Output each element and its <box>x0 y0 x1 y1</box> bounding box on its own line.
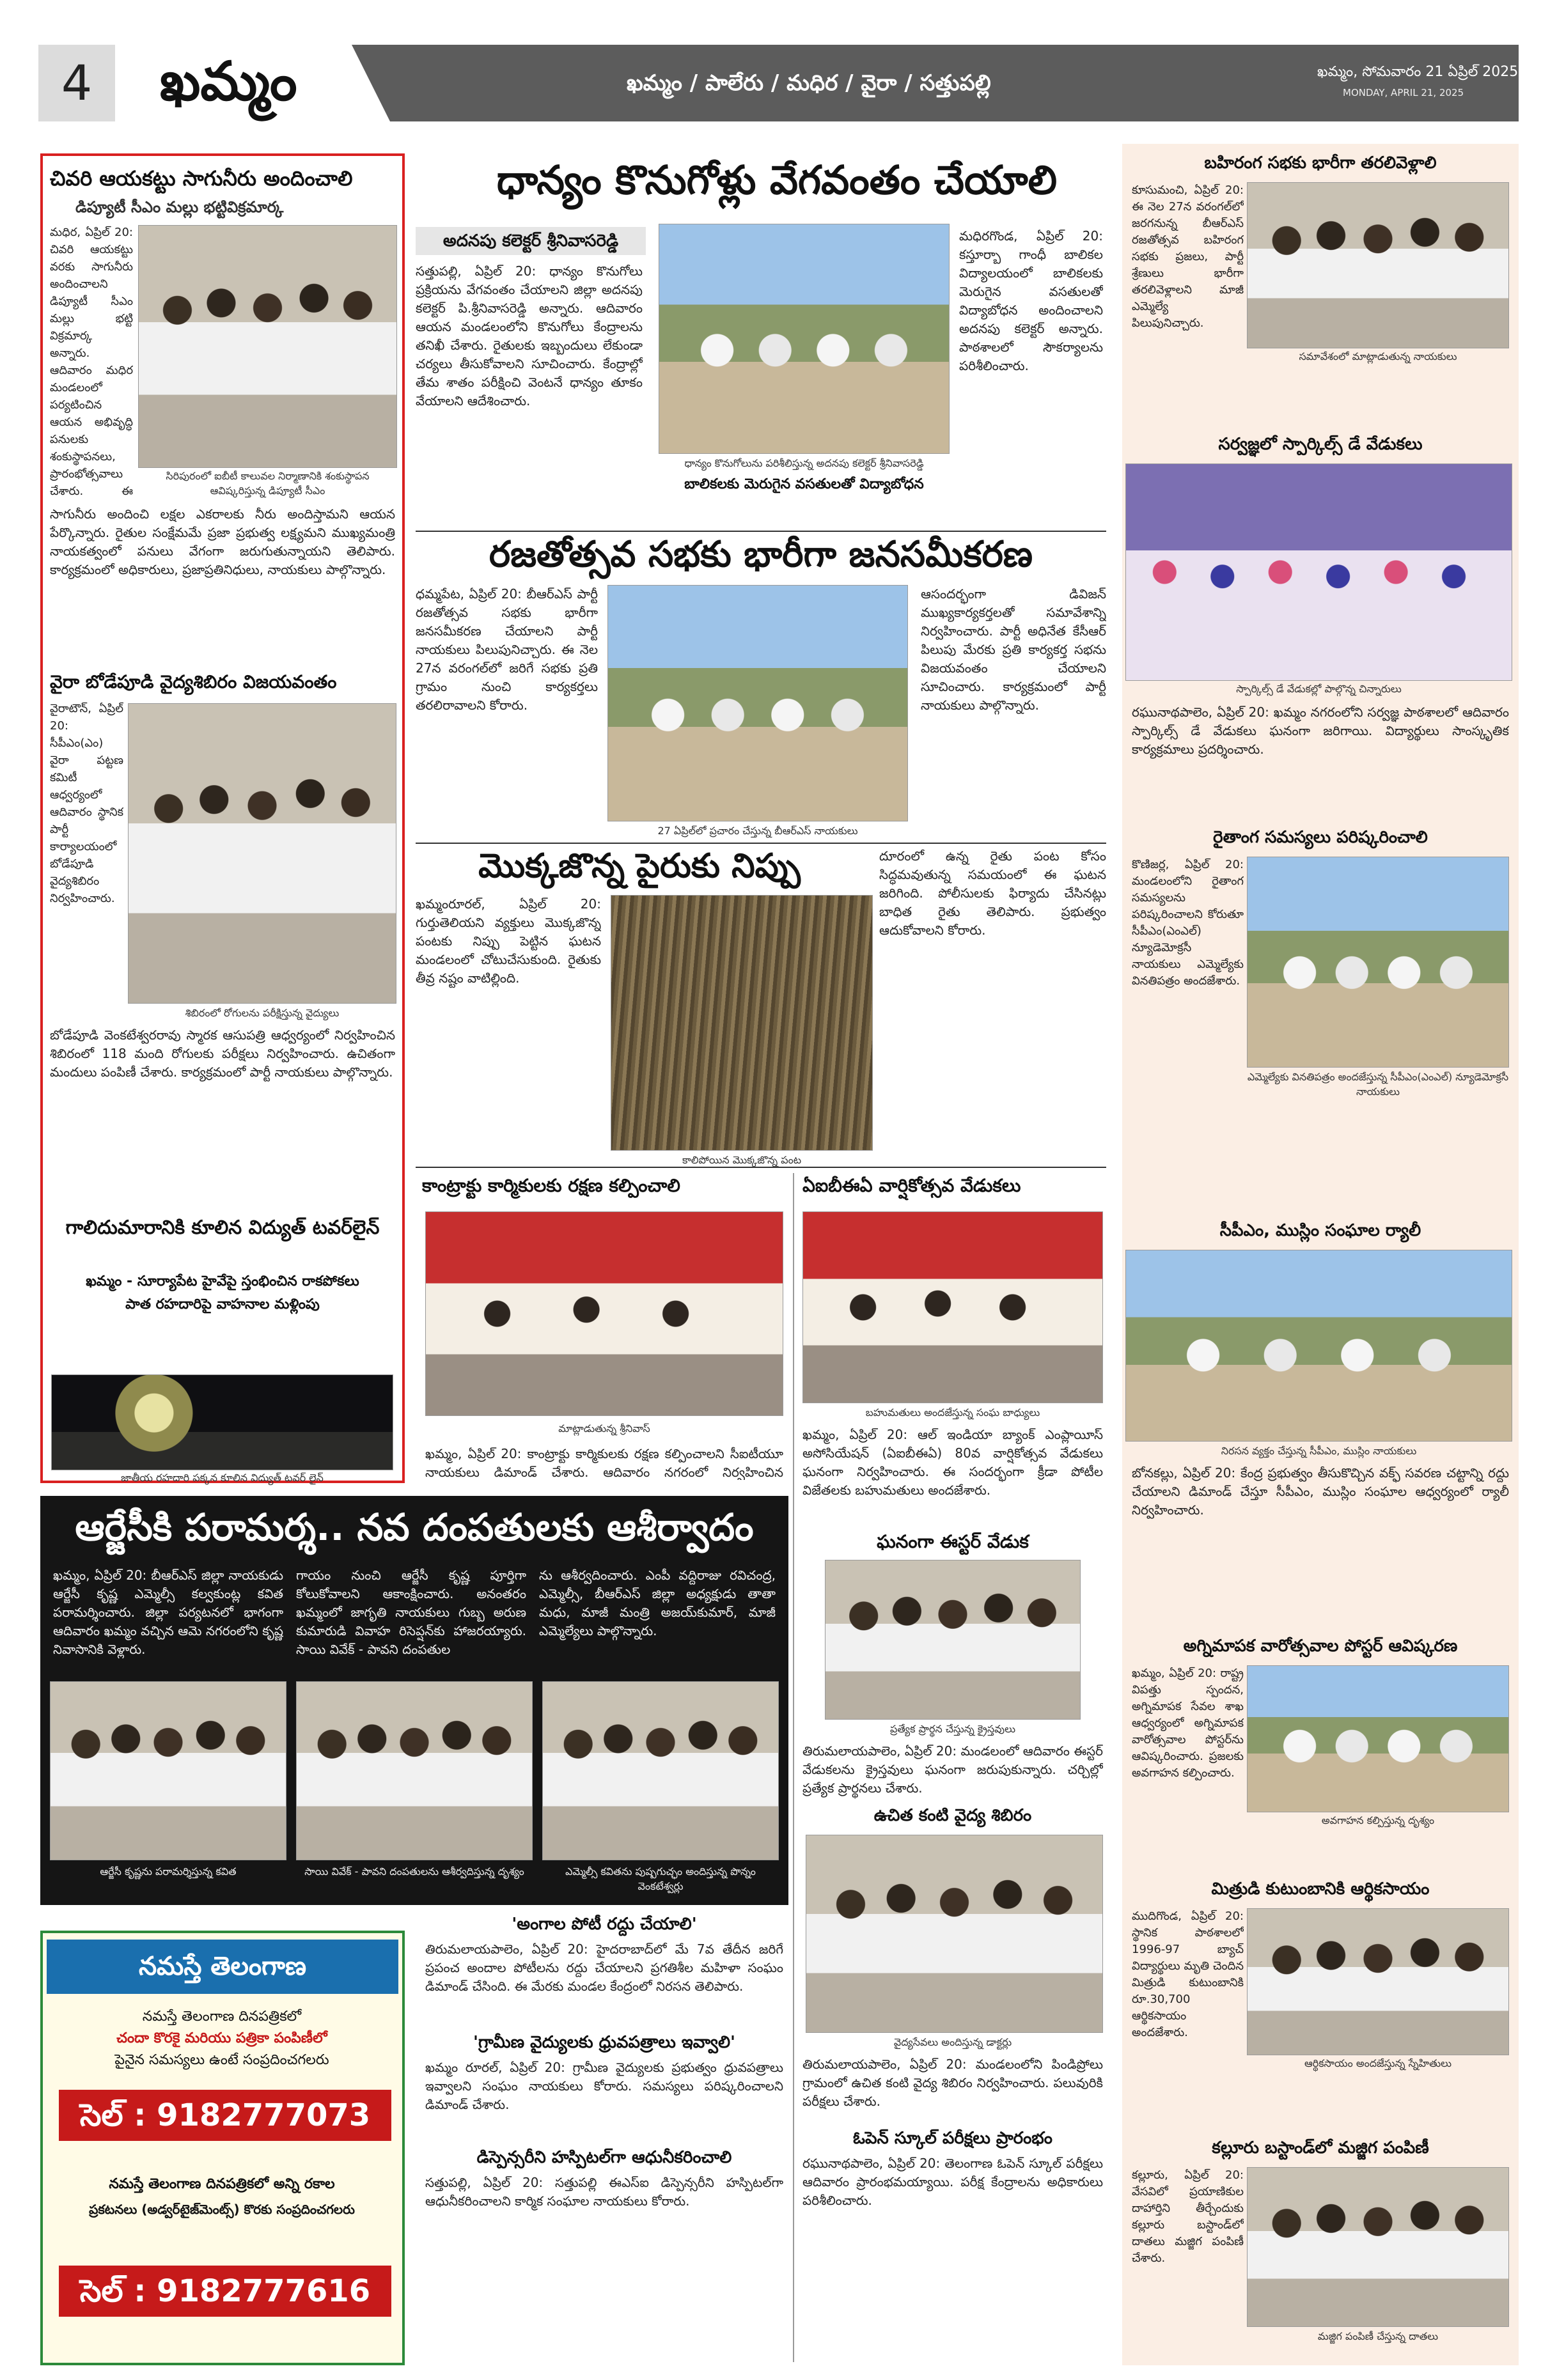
right-body-7: కల్లూరు, ఏప్రిల్ 20: వేసవిలో ప్రయాణికుల దాహార్తిని తీర్చేందుకు కల్లూరు బస్టాండ్‌లో దాతలు మజ్జిగ పంపిణీ చేశారు. <box>1132 2168 1244 2265</box>
left-photo-1-caption: సిరిపురంలో ఐబీటీ కాలువల నిర్మాణానికి శంకుస్థాపన ఆవిష్కరిస్తున్న డిప్యూటీ సీఎం <box>166 470 370 497</box>
masthead-date: ఖమ్మం, సోమవారం 21 ఏప్రిల్ 2025 <box>1317 64 1519 80</box>
divider <box>416 531 1106 532</box>
story3-photo <box>611 895 873 1151</box>
right-caption-7: మజ్జిగ పంపిణీ చేస్తున్న దాతలు <box>1317 2330 1439 2342</box>
ad-brand-logo: నమస్తే తెలంగాణ <box>47 1940 398 1994</box>
masthead-date-en: MONDAY, APRIL 21, 2025 <box>1343 87 1464 98</box>
story3-headline: మొక్కజొన్న పైరుకు నిప్పు <box>478 847 801 885</box>
right-caption-2: స్పార్కిల్స్ డే వేడుకల్లో పాల్గొన్న చిన్నారులు <box>1236 683 1402 695</box>
main-subhead: అదనపు కలెక్టర్ శ్రీనివాసరెడ్డి <box>416 227 646 255</box>
main-body: సత్తుపల్లి, ఏప్రిల్ 20: ధాన్యం కొనుగోలు ప్రక్రియను వేగవంతం చేయాలని జిల్లా అదనపు కలెక్టర్ పి.శ్రీనివాసరెడ్డి అన్నారు. ఆదివారం ఆయన మండలంలోని కొనుగోలు కేంద్రాలను తనిఖీ చేశారు. రైతులకు ఇబ్బందులు లేకుండా చర్యలు తీసుకోవాలని సూచించారు. కేంద్రాల్లో తేమ శాతం పరీక్షించి వెంటనే ధాన్యం తూకం వేయాలని ఆదేశించారు. <box>416 263 643 408</box>
bottom-body-4: రఘునాథపాలెం, ఏప్రిల్ 20: తెలంగాణ ఓపెన్ స్కూల్ పరీక్షలు ఆదివారం ప్రారంభమయ్యాయి. పరీక్ష కేంద్రాలను అధికారులు పరిశీలించారు. <box>802 2156 1103 2208</box>
story5-body: ఖమ్మం, ఏప్రిల్ 20: ఆల్ ఇండియా బ్యాంక్ ఎంప్లాయీస్ అసోసియేషన్ (ఏఐబీఈఏ) 80వ వార్షికోత్సవ వేడుకలు ఘనంగా నిర్వహించారు. ఈ సందర్భంగా క్రీడా పోటీల విజేతలకు బహుమతులు అందజేశారు. <box>802 1427 1103 1498</box>
right-photo-5 <box>1247 1665 1509 1812</box>
story6-photo <box>825 1560 1081 1720</box>
banner-photo-1 <box>50 1681 286 1860</box>
story4-body: ఖమ్మం, ఏప్రిల్ 20: కాంట్రాక్టు కార్మికులకు రక్షణ కల్పించాలని సీఐటీయూ నాయకులు డిమాండ్ చేశారు. ఆదివారం నగరంలో నిర్వహించిన <box>425 1446 783 1480</box>
subscription-ad <box>40 1931 405 2365</box>
story2-body-right: ఆసందర్భంగా డివిజన్ ముఖ్యకార్యకర్తలతో సమావేశాన్ని నిర్వహించారు. పార్టీ అధినేత కేసీఆర్ పిలుపు మేరకు ప్రతి కార్యకర్త సభను విజయవంతం చేయాలని సూచించారు. కార్యక్రమంలో పార్టీ నాయకులు పాల్గొన్నారు. <box>921 586 1106 713</box>
story5-headline: ఏఐబీఈఏ వార్షికోత్సవ వేడుకలు <box>802 1175 1021 1196</box>
page-number: 4 <box>38 45 115 121</box>
left-body-1: మధిర, ఏప్రిల్ 20: చివరి ఆయకట్టు వరకు సాగునీరు అందించాలని డిప్యూటీ సీఎం మల్లు భట్టి విక్రమార్క అన్నారు. ఆదివారం మధిర మండలంలో పర్యటించిన ఆయన అభివృద్ధి పనులకు శంకుస్థాపనలు, ప్రారంభోత్సవాలు చేశారు. ఈ <box>50 226 133 498</box>
banner-photo-2 <box>296 1681 533 1860</box>
bottom-body-1: తిరుమలాయపాలెం, ఏప్రిల్ 20: హైదరాబాద్‌లో మే 7వ తేదీన జరిగే ప్రపంచ అందాల పోటీలను రద్దు చేయాలని ప్రగతిశీల మహిళా సంఘం డిమాండ్ చేసింది. ఈ మేరకు మండల కేంద్రంలో నిరసన తెలిపారు. <box>425 1941 783 1994</box>
banner-col-3: ను ఆశీర్వదించారు. ఎంపీ వద్దిరాజు రవిచంద్ర, ఎమ్మెల్సీ, బీఆర్ఎస్ జిల్లా అధ్యక్షుడు తాతా మధు, మాజీ మంత్రి అజయ్‌కుమార్, మాజీ ఎమ్మెల్యేలు పాల్గొన్నారు. <box>539 1567 776 1638</box>
story7-photo-caption: వైద్యసేవలు అందిస్తున్న డాక్టర్లు <box>893 2036 1012 2048</box>
right-head-7: కల్లూరు బస్టాండ్‌లో మజ్జిగ పంపిణీ <box>1212 2138 1429 2158</box>
ad-phone-1[interactable]: సెల్ : 9182777073 <box>59 2090 391 2141</box>
right-caption-4: నిరసన వ్యక్తం చేస్తున్న సీపీఎం, ముస్లిం నాయకులు <box>1221 1445 1417 1457</box>
right-head-3: రైతాంగ సమస్యలు పరిష్కరించాలి <box>1213 828 1428 847</box>
story4-headline: కాంట్రాక్టు కార్మికులకు రక్షణ కల్పించాలి <box>422 1175 680 1196</box>
ad-line-3: పైనైన సమస్యలు ఉంటే సంప్రదించగలరు <box>114 2052 329 2068</box>
bottom-body-2: ఖమ్మం రూరల్, ఏప్రిల్ 20: గ్రామీణ వైద్యులకు ప్రభుత్వం ధ్రువపత్రాలు ఇవ్వాలని సంఘం నాయకులు కోరారు. సమస్యలు పరిష్కరించాలని డిమాండ్ చేశారు. <box>425 2060 783 2112</box>
banner-col-2: గాయం నుంచి ఆర్జేసీ కృష్ణ పూర్తిగా కోలుకోవాలని ఆకాంక్షించారు. అనంతరం ఖమ్మంలో జాగృతి నాయకులు గుబ్బ అరుణ కుమారుడి వివాహ రిసెప్షన్‌కు హాజరయ్యారు. సాయి వివేక్ - పావని దంపతుల <box>296 1567 526 1657</box>
banner-headline: ఆర్జేసీకి పరామర్శ.. నవ దంపతులకు ఆశీర్వాదం <box>75 1505 754 1549</box>
right-photo-3 <box>1247 857 1509 1068</box>
right-caption-1: సమావేశంలో మాట్లాడుతున్న నాయకులు <box>1299 350 1457 362</box>
left-photo-3-caption: జాతీయ రహదారి పక్కన కూలిన విద్యుత్ టవర్ లైన్ <box>121 1472 324 1484</box>
right-body-4: బోనకల్లు, ఏప్రిల్ 20: కేంద్ర ప్రభుత్వం తీసుకొచ్చిన వక్ఫ్ సవరణ చట్టాన్ని రద్దు చేయాలని డిమాండ్ చేస్తూ సీపీఎం, ముస్లిం సంఘాల ఆధ్వర్యంలో ర్యాలీ నిర్వహించారు. <box>1132 1465 1509 1518</box>
right-head-5: అగ్నిమాపక వారోత్సవాల పోస్టర్ ఆవిష్కరణ <box>1183 1637 1458 1656</box>
banner-caption-2: సాయి వివేక్ - పావని దంపతులను ఆశీర్వదిస్తున్న దృశ్యం <box>304 1865 524 1878</box>
divider <box>416 843 1106 844</box>
ad-line-1: నమస్తే తెలంగాణ దినపత్రికలో <box>142 2009 302 2025</box>
right-body-1: కూసుమంచి, ఏప్రిల్ 20: ఈ నెల 27న వరంగల్‌లో జరగనున్న బీఆర్ఎస్ రజతోత్సవ బహిరంగ సభకు ప్రజలు, పార్టీ శ్రేణులు భారీగా తరలివెళ్లాలని మాజీ ఎమ్మెల్యే పిలుపునిచ్చారు. <box>1132 183 1244 330</box>
story5-photo <box>802 1211 1103 1403</box>
story7-headline: ఉచిత కంటి వైద్య శిబిరం <box>873 1806 1032 1825</box>
right-head-2: సర్వజ్ఞలో స్పార్కిల్స్ డే వేడుకలు <box>1218 435 1423 454</box>
section-tag <box>115 45 390 121</box>
right-caption-6: ఆర్థికసాయం అందజేస్తున్న స్నేహితులు <box>1304 2057 1452 2069</box>
right-photo-6 <box>1247 1908 1509 2055</box>
left-headline-2: వైరా బోడేపూడి వైద్యశిబిరం విజయవంతం <box>50 671 337 692</box>
story3-body-left: ఖమ్మంరూరల్, ఏప్రిల్ 20: గుర్తుతెలియని వ్యక్తులు మొక్కజొన్న పంటకు నిప్పు పెట్టిన ఘటన మండలంలో చోటుచేసుకుంది. రైతుకు తీవ్ర నష్టం వాటిల్లింది. <box>416 896 601 986</box>
ad-line-2: చందా కొరకై మరియు పత్రికా పంపిణీలో <box>116 2030 327 2046</box>
main-headline: ధాన్యం కొనుగోళ్లు వేగవంతం చేయాలి <box>496 157 1058 203</box>
left-subhead-3b: పాత రహదారిపై వాహనాల మళ్లింపు <box>125 1296 320 1312</box>
story2-body-left: ధమ్మపేట, ఏప్రిల్ 20: బీఆర్ఎస్ పార్టీ రజతోత్సవ సభకు భారీగా జనసమీకరణ చేయాలని పార్టీ నాయకులు పిలుపునిచ్చారు. ఈ నెల 27న వరంగల్‌లో జరిగే సభకు ప్రతి గ్రామం నుంచి కార్యకర్తలు తరలిరావాలని కోరారు. <box>416 586 598 713</box>
bottom-head-3: డిస్పెన్సరీని హస్పిటల్‌గా ఆధునీకరించాలి <box>476 2148 732 2167</box>
main-photo-caption: ధాన్యం కొనుగోలును పరిశీలిస్తున్న అదనపు కలెక్టర్ శ్రీనివాసరెడ్డి <box>684 457 924 469</box>
story4-photo <box>425 1211 783 1416</box>
story5-photo-caption: బహుమతులు అందజేస్తున్న సంఘ బాధ్యులు <box>865 1406 1040 1419</box>
left-photo-3 <box>51 1374 393 1470</box>
right-body-3: కొణిజర్ల, ఏప్రిల్ 20: మండలంలోని రైతాంగ సమస్యలను పరిష్కరించాలని కోరుతూ సీపీఎం(ఎంఎల్) న్యూడెమోక్రసీ నాయకులు ఎమ్మెల్యేకు వినతిపత్రం అందజేశారు. <box>1132 858 1244 988</box>
right-photo-4 <box>1125 1250 1512 1442</box>
main-photo <box>659 224 950 454</box>
story3-photo-caption: కాలిపోయిన మొక్కజొన్న పంట <box>682 1154 802 1166</box>
left-photo-2-caption: శిబిరంలో రోగులను పరీక్షిస్తున్న వైద్యులు <box>185 1007 340 1019</box>
banner-col-1: ఖమ్మం, ఏప్రిల్ 20: బీఆర్ఎస్ జిల్లా నాయకుడు ఆర్జేసీ కృష్ణ ఎమ్మెల్సీ కల్వకుంట్ల కవిత పరామర్శించారు. జిల్లా పర్యటనలో భాగంగా ఆదివారం ఖమ్మం వచ్చిన ఆమె నగరంలోని కృష్ణ నివాసానికి వెళ్లారు. <box>53 1567 283 1657</box>
main-side-body: మధిరగొండ, ఏప్రిల్ 20: కస్తూర్బా గాంధీ బాలికల విద్యాలయంలో బాలికలకు మెరుగైన వసతులతో విద్యాబోధన అందించాలని అదనపు కలెక్టర్ అన్నారు. పాఠశాలలో సౌకర్యాలను పరిశీలించారు. <box>959 228 1103 373</box>
right-head-1: బహిరంగ సభకు భారీగా తరలివెళ్లాలి <box>1204 153 1437 173</box>
bottom-head-1: 'అంగాల పోటీ రద్దు చేయాలి' <box>512 1915 697 1934</box>
ad-line-5: ప్రకటనలు (అడ్వర్‌టైజ్‌మెంట్స్) కొరకు సంప్రదించగలరు <box>89 2202 355 2217</box>
bottom-head-4: ఓపెన్ స్కూల్ పరీక్షలు ప్రారంభం <box>853 2129 1052 2148</box>
story7-photo <box>806 1835 1103 2033</box>
right-photo-7 <box>1247 2167 1509 2327</box>
left-photo-1 <box>138 225 397 468</box>
left-subhead-3a: ఖమ్మం - సూర్యాపేట హైవేపై స్తంభించిన రాకపోకలు <box>86 1273 359 1289</box>
banner-caption-3: ఎమ్మెల్సీ కవితను పుష్పగుచ్ఛం అందిస్తున్న పొన్నం వెంకటేశ్వర్లు <box>565 1865 756 1892</box>
left-body-3: వైరాటౌన్, ఏప్రిల్ 20: సీపీఎం(ఎం) వైరా పట్టణ కమిటీ ఆధ్వర్యంలో ఆదివారం స్థానిక పార్టీ కార్యాలయంలో బోడేపూడి వైద్యశిబిరం నిర్వహించారు. <box>50 702 123 905</box>
tag-notch <box>352 45 390 121</box>
right-head-4: సీపీఎం, ముస్లిం సంఘాల ర్యాలీ <box>1219 1221 1421 1240</box>
divider <box>416 1167 1106 1168</box>
main-side-head: బాలికలకు మెరుగైన వసతులతో విద్యాబోధన <box>684 476 924 492</box>
banner-story <box>40 1496 788 1905</box>
bottom-head-2: 'గ్రామీణ వైద్యులకు ధ్రువపత్రాలు ఇవ్వాలి' <box>473 2033 735 2052</box>
story4-photo-caption: మాట్లాడుతున్న శ్రీనివాస్ <box>558 1422 650 1435</box>
masthead <box>38 45 1519 121</box>
story2-photo <box>607 585 908 821</box>
section-name: ఖమ్మం <box>160 50 297 113</box>
left-subhead: డిప్యూటీ సీఎం మల్లు భట్టివిక్రమార్క <box>75 198 284 216</box>
right-head-6: మిత్రుడి కుటుంబానికి ఆర్థికసాయం <box>1211 1879 1430 1899</box>
left-body-4: బోడేపూడి వెంకటేశ్వరరావు స్మారక ఆసుపత్రి ఆధ్వర్యంలో నిర్వహించిన శిబిరంలో 118 మంది రోగులకు పరీక్షలు నిర్వహించారు. ఉచితంగా మందులు పంపిణీ చేశారు. కార్యక్రమంలో పార్టీ నాయకులు పాల్గొన్నారు. <box>50 1027 395 1080</box>
story2-headline: రజతోత్సవ సభకు భారీగా జనసమీకరణ <box>489 534 1033 575</box>
right-body-6: ముదిగొండ, ఏప్రిల్ 20: స్థానిక పాఠశాలలో 1996-97 బ్యాచ్ విద్యార్థులు మృతి చెందిన మిత్రుడి కుటుంబానికి రూ.30,700 ఆర్థికసాయం అందజేశారు. <box>1132 1909 1244 2039</box>
right-body-5: ఖమ్మం, ఏప్రిల్ 20: రాష్ట్ర విపత్తు స్పందన, అగ్నిమాపక సేవల శాఖ ఆధ్వర్యంలో అగ్నిమాపక వారోత్సవాల పోస్టర్‌ను ఆవిష్కరించారు. ప్రజలకు అవగాహన కల్పించారు. <box>1132 1667 1244 1780</box>
right-photo-2 <box>1125 463 1512 681</box>
story3-body-right: దూరంలో ఉన్న రైతు పంట కోసం సిద్ధమవుతున్న సమయంలో ఈ ఘటన జరిగింది. పోలీసులకు ఫిర్యాదు చేసినట్లు బాధిత రైతు తెలిపారు. ప్రభుత్వం ఆదుకోవాలని కోరారు. <box>879 848 1106 938</box>
right-caption-3: ఎమ్మెల్యేకు వినతిపత్రం అందజేస్తున్న సీపీఎం(ఎంఎల్) న్యూడెమోక్రసీ నాయకులు <box>1247 1071 1509 1098</box>
column-divider <box>793 1173 794 2362</box>
ad-phone-2[interactable]: సెల్ : 9182777616 <box>59 2266 391 2317</box>
bottom-body-3: సత్తుపల్లి, ఏప్రిల్ 20: సత్తుపల్లి ఈఎస్ఐ డిస్పెన్సరీని హస్పిటల్‌గా ఆధునీకరించాలని కార్మిక సంఘాల నాయకులు కోరారు. <box>425 2175 783 2209</box>
left-body-2: సాగునీరు అందించి లక్షల ఎకరాలకు నీరు అందిస్తామని ఆయన పేర్కొన్నారు. రైతుల సంక్షేమమే ప్రజా ప్రభుత్వ లక్ష్యమని ముఖ్యమంత్రి నాయకత్వంలో పనులు వేగంగా జరుగుతున్నాయని తెలిపారు. కార్యక్రమంలో అధికారులు, ప్రజాప్రతినిధులు, నాయకులు పాల్గొన్నారు. <box>50 506 395 577</box>
story6-headline: ఘనంగా ఈస్టర్ వేడుక <box>877 1531 1029 1552</box>
banner-caption-1: ఆర్జేసీ కృష్ణను పరామర్శిస్తున్న కవిత <box>100 1865 237 1878</box>
left-headline-3: గాలిదుమారానికి కూలిన విద్యుత్ టవర్‌లైన్ <box>65 1217 380 1239</box>
story6-body: తిరుమలాయపాలెం, ఏప్రిల్ 20: మండలంలో ఆదివారం ఈస్టర్ వేడుకలను క్రైస్తవులు ఘనంగా జరుపుకున్నారు. చర్చిల్లో ప్రత్యేక ప్రార్థనలు చేశారు. <box>802 1743 1103 1796</box>
right-body-2: రఘునాథపాలెం, ఏప్రిల్ 20: ఖమ్మం నగరంలోని సర్వజ్ఞ పాఠశాలలో ఆదివారం స్పార్కిల్స్ డే వేడుకలు ఘనంగా జరిగాయి. విద్యార్థులు సాంస్కృతిక కార్యక్రమాలు ప్రదర్శించారు. <box>1132 704 1509 757</box>
story6-photo-caption: ప్రత్యేక ప్రార్థన చేస్తున్న క్రైస్తవులు <box>890 1723 1015 1735</box>
ad-line-4: నమస్తే తెలంగాణ దినపత్రికలో అన్ని రకాల <box>109 2176 335 2192</box>
left-headline: చివరి ఆయకట్టు సాగునీరు అందించాలి <box>50 166 353 191</box>
right-photo-1 <box>1247 182 1509 348</box>
story7-body: తిరుమలాయపాలెం, ఏప్రిల్ 20: మండలంలోని పిండిప్రోలు గ్రామంలో ఉచిత కంటి వైద్య శిబిరం నిర్వహించారు. పలువురికి పరీక్షలు చేశారు. <box>802 2057 1103 2109</box>
banner-photo-3 <box>542 1681 779 1860</box>
left-photo-2 <box>128 703 396 1004</box>
right-caption-5: అవగాహన కల్పిస్తున్న దృశ్యం <box>1321 1814 1435 1826</box>
masthead-places: ఖమ్మం / పాలేరు / మధిర / వైరా / సత్తుపల్లి <box>627 70 991 96</box>
story2-photo-caption: 27 ఏప్రిల్‌లో ప్రచారం చేస్తున్న బీఆర్ఎస్ నాయకులు <box>657 825 858 837</box>
